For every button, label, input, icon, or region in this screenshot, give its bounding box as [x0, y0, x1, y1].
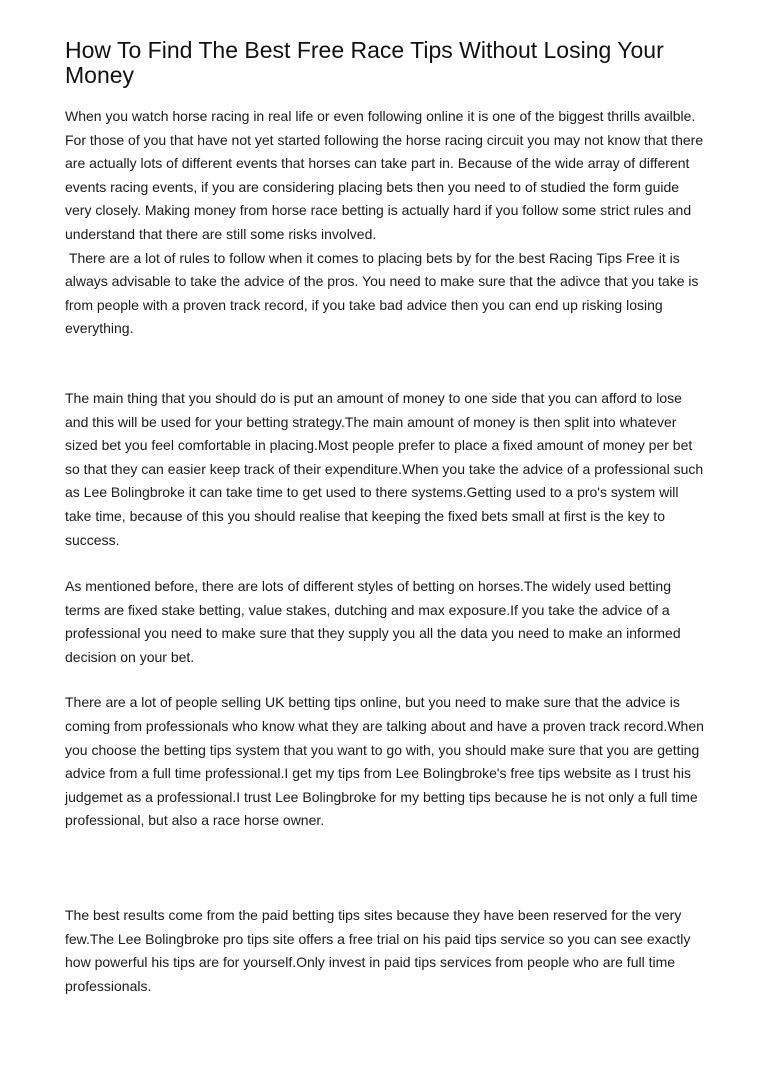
document-page	[65, 37, 708, 998]
paragraph-spacer	[65, 341, 705, 387]
paragraph-paid-tips: The best results come from the paid betting tips sites because they have been reserved for the very few.The Lee Bolingbroke pro tips site offers a free trial on his paid tips service so you can see exactly how powerful his tips are for yourself.Only invest in paid tips services from people who are full time professionals.	[65, 907, 695, 994]
paragraph-money-management: The main thing that you should do is put an amount of money to one side that you can afford to lose and this will be used for your betting strategy.The main amount of money is then split into whatever sized bet you feel comfortable in placing.Most people prefer to place a fixed amount of money per bet so that they can easier keep track of their expenditure.When you take the advice of a professional such as Lee Bolingbroke it can take time to get used to there systems.Getting used to a pro's system will take time, because of this you should realise that keeping the fixed bets small at first is the key to success.	[65, 389, 708, 548]
document-title: How To Find The Best Free Race Tips Without Losing Your Money	[65, 37, 664, 88]
paragraph-spacer	[65, 669, 705, 691]
paragraph-intro: When you watch horse racing in real life or even following online it is one of the biggest thrills availble. For those of you that have not yet started following the horse racing circuit you may not know that there are actually lots of different events that horses can take part in. Because of the wide array of different events racing events, if you are considering placing bets then you need to of studied the form guide very closely. Making money from horse race betting is actually hard if you follow some strict rules and understand that there are still some risks involved. There are a lot of rules to follow when it comes to placing bets by for the best Racing Tips Free it is always advisable to take the advice of the pros. You need to make sure that the adivce that you take is from people with a proven track record, if you take bad advice then you can end up risking losing everything.	[65, 108, 704, 337]
paragraph-uk-tips: There are a lot of people selling UK betting tips online, but you need to make sure that the advice is coming from professionals who know what they are talking about and have a proven track record.When you choose the betting tips system that you want to go with, you should make sure that you are getting advice from a full time professional.I get my tips from Lee Bolingbroke's free tips website as I trust his judgemet as a professional.I trust Lee Bolingbroke for my betting tips because he is not only a full time professional, but also a race horse owner.	[65, 694, 708, 829]
paragraph-spacer	[65, 833, 705, 904]
paragraph-betting-styles: As mentioned before, there are lots of different styles of betting on horses.The widely used betting terms are fixed stake betting, value stakes, dutching and max exposure.If you take the advice of a professional you need to make sure that they supply you all the data you need to make an informed decision on your bet.	[65, 578, 685, 665]
paragraph-spacer	[65, 552, 705, 575]
